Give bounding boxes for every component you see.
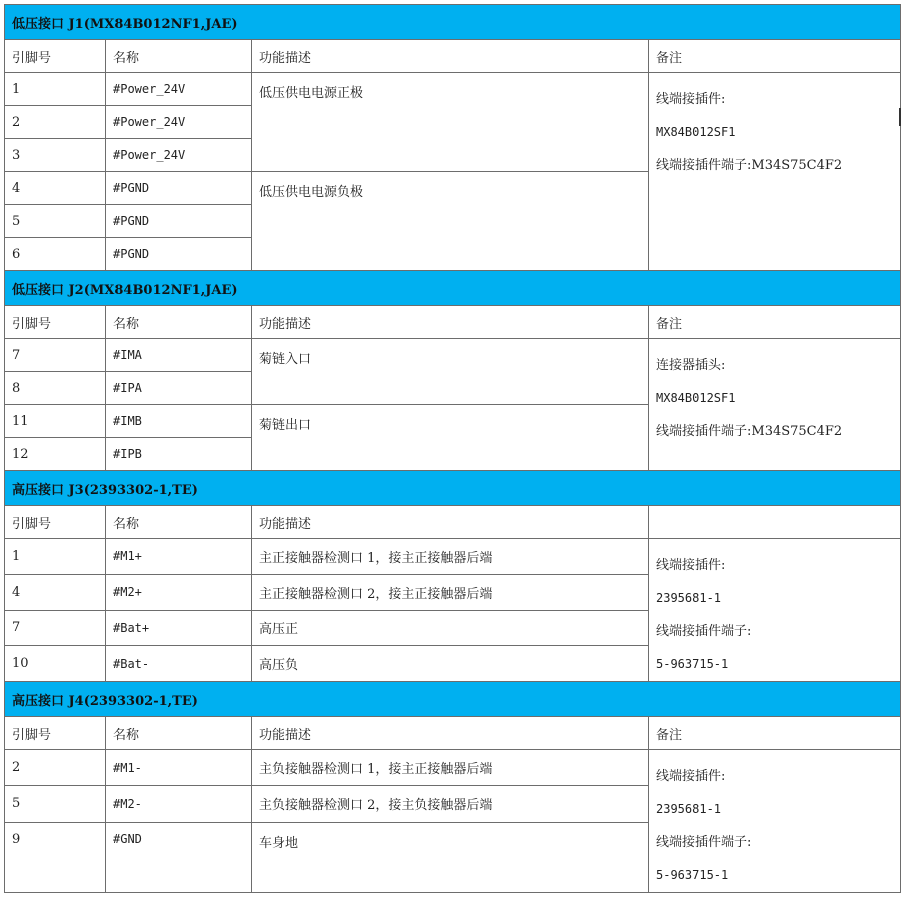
note-line: 线端接插件: [656,558,726,573]
header-pin: 引脚号 [5,506,106,539]
function-cell: 高压负 [252,646,649,682]
name-cell: #Power_24V [106,73,252,106]
header-pin: 引脚号 [5,717,106,750]
section-title: 高压接口 J4(2393302-1,TE) [5,682,901,717]
header-name: 名称 [106,506,252,539]
pin-cell: 6 [5,238,106,271]
function-cell: 低压供电电源正极 [252,73,649,172]
pin-cell: 4 [5,172,106,205]
section-header-j3 [5,471,901,506]
note-line: 2395681-1 [656,802,722,816]
header-pin: 引脚号 [5,40,106,73]
note-line: 线端接插件: [656,769,726,784]
note-line: 线端接插件端子: [656,624,752,639]
function-cell: 菊链入口 [252,339,649,405]
column-header-row [5,506,901,539]
section-header-j1 [5,5,901,40]
pin-cell: 4 [5,574,106,610]
column-header-row [5,717,901,750]
note-line: 2395681-1 [656,591,722,605]
name-cell: #IPB [106,438,252,471]
note-line: 5-963715-1 [656,868,729,882]
header-function: 功能描述 [252,306,649,339]
note-cell [649,539,901,682]
name-cell: #PGND [106,238,252,271]
pin-cell: 8 [5,372,106,405]
function-cell: 高压正 [252,610,649,646]
name-cell: #M2+ [106,574,252,610]
pin-cell: 12 [5,438,106,471]
section-title: 高压接口 J3(2393302-1,TE) [5,471,901,506]
name-cell: #Power_24V [106,139,252,172]
name-cell: #PGND [106,172,252,205]
pin-cell: 9 [5,822,106,892]
header-note: 备注 [649,40,901,73]
function-cell: 低压供电电源负极 [252,172,649,271]
name-cell: #Bat+ [106,610,252,646]
function-cell: 车身地 [252,822,649,892]
pin-cell: 2 [5,750,106,786]
section-title: 低压接口 J1(MX84B012NF1,JAE) [5,5,901,40]
note-line: MX84B012SF1 [656,125,736,139]
header-name: 名称 [106,40,252,73]
section-header-j2 [5,271,901,306]
name-cell: #Power_24V [106,106,252,139]
name-cell: #IMB [106,405,252,438]
function-cell: 主正接触器检测口 1，接主正接触器后端 [252,539,649,575]
table-row [5,339,901,372]
header-note: 备注 [649,717,901,750]
note-cell [649,339,901,471]
name-cell: #M2- [106,786,252,822]
note-line: 5-963715-1 [656,657,729,671]
table-row [5,73,901,106]
column-header-row [5,40,901,73]
note-cell [649,73,901,271]
name-cell: #Bat- [106,646,252,682]
name-cell: #M1- [106,750,252,786]
pin-cell: 2 [5,106,106,139]
note-line: 线端接插件端子:M34S75C4F2 [656,424,843,439]
pin-cell: 5 [5,786,106,822]
header-name: 名称 [106,717,252,750]
function-cell: 主负接触器检测口 2，接主负接触器后端 [252,786,649,822]
name-cell: #IPA [106,372,252,405]
text-cursor-mark [899,108,901,126]
header-pin: 引脚号 [5,306,106,339]
note-line: 连接器插头: [656,358,726,373]
header-name: 名称 [106,306,252,339]
pinout-table [4,4,901,893]
note-line: 线端接插件端子: [656,835,752,850]
name-cell: #GND [106,822,252,892]
pin-cell: 1 [5,539,106,575]
header-function: 功能描述 [252,40,649,73]
pin-cell: 10 [5,646,106,682]
pin-cell: 5 [5,205,106,238]
function-cell: 菊链出口 [252,405,649,471]
name-cell: #M1+ [106,539,252,575]
table-row [5,539,901,575]
pin-cell: 3 [5,139,106,172]
header-function: 功能描述 [252,717,649,750]
name-cell: #IMA [106,339,252,372]
function-cell: 主负接触器检测口 1，接主正接触器后端 [252,750,649,786]
column-header-row [5,306,901,339]
note-line: MX84B012SF1 [656,391,736,405]
name-cell: #PGND [106,205,252,238]
section-title: 低压接口 J2(MX84B012NF1,JAE) [5,271,901,306]
pin-cell: 7 [5,339,106,372]
pin-cell: 1 [5,73,106,106]
table-row [5,750,901,786]
note-cell [649,750,901,893]
note-line: 线端接插件端子:M34S75C4F2 [656,158,843,173]
function-cell: 主正接触器检测口 2，接主正接触器后端 [252,574,649,610]
header-note-empty [649,506,901,539]
section-header-j4 [5,682,901,717]
header-function: 功能描述 [252,506,649,539]
header-note: 备注 [649,306,901,339]
note-line: 线端接插件: [656,92,726,107]
pin-cell: 7 [5,610,106,646]
pin-cell: 11 [5,405,106,438]
